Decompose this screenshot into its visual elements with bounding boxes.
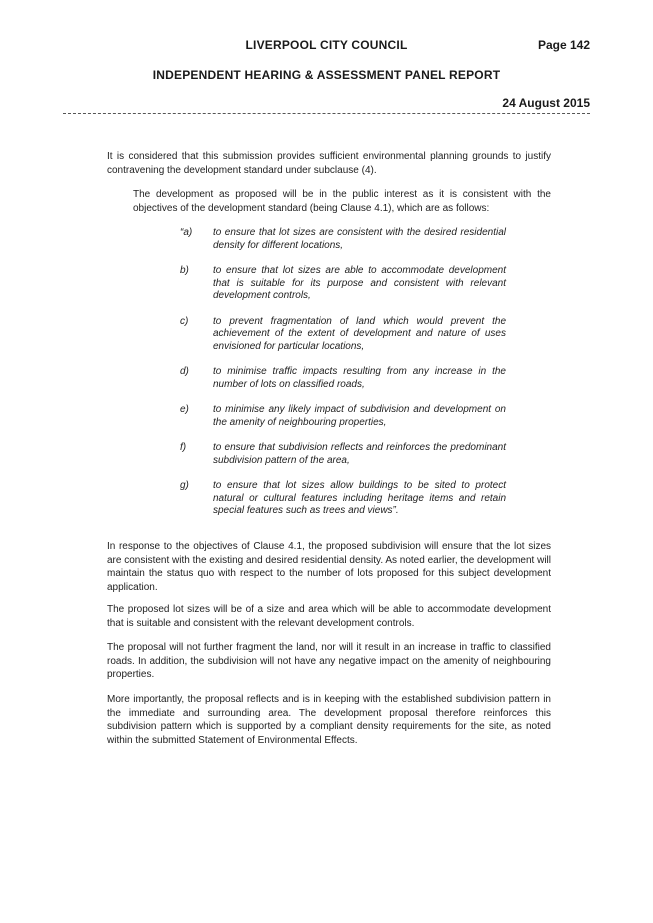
importantly-paragraph: More importantly, the proposal reflects and is in keeping with the established subdivision pattern in the immediate and surrounding area. The development proposal therefore reinforces this subdivision pattern which is supported by a compliant density requirements for the site, as noted within the submitted Statement of Environmental Effects. (107, 694, 551, 746)
objectives-list (180, 227, 506, 531)
header-divider (63, 113, 590, 114)
objective-text: to ensure that lot sizes allow buildings to be sited to protect natural or cultural features including heritage items and retain special features such as trees and views”. (213, 480, 506, 516)
intro-paragraph: It is considered that this submission provides sufficient environmental planning grounds to justify contravening the development standard under subclause (4). (107, 151, 551, 176)
lot-sizes-paragraph: The proposed lot sizes will be of a size and area which will be able to accommodate development that is suitable and consistent with the relevant development controls. (107, 604, 551, 629)
fragmentation-paragraph: The proposal will not further fragment the land, nor will it result in an increase in traffic to classified roads. In addition, the subdivision will not have any negative impact on the amenity of neighbouring properties. (107, 642, 551, 680)
objective-text: to ensure that lot sizes are consistent with the desired residential density for different locations, (213, 227, 506, 251)
objective-letter: g) (180, 480, 189, 491)
objective-text: to minimise any likely impact of subdivision and development on the amenity of neighbouring properties, (213, 404, 506, 428)
council-name: LIVERPOOL CITY COUNCIL (245, 38, 408, 52)
report-title: INDEPENDENT HEARING & ASSESSMENT PANEL REPORT (152, 68, 501, 82)
objective-letter: d) (180, 366, 189, 377)
page-number: Page 142 (537, 38, 590, 52)
objective-letter: “a) (180, 227, 193, 238)
objective-item-f (180, 442, 506, 467)
objective-item-g (180, 480, 506, 518)
report-date: 24 August 2015 (502, 96, 590, 110)
objective-item-e (180, 404, 506, 429)
objective-item-d (180, 366, 506, 391)
objective-text: to ensure that lot sizes are able to accommodate development that is suitable for its purpose and consistent with relevant development controls, (213, 265, 506, 301)
objective-letter: e) (180, 404, 189, 415)
objective-text: to minimise traffic impacts resulting from any increase in the number of lots on classified roads, (213, 366, 506, 390)
objective-text: to ensure that subdivision reflects and reinforces the predominant subdivision pattern of the area, (213, 442, 506, 466)
objective-item-b (180, 265, 506, 303)
objectives-lead-paragraph: The development as proposed will be in the public interest as it is consistent with the objectives of the development standard (being Clause 4.1), which are as follows: (133, 189, 551, 214)
objective-item-c (180, 316, 506, 354)
objective-item-a (180, 227, 506, 252)
objective-letter: b) (180, 265, 189, 276)
objective-letter: f) (180, 442, 187, 453)
response-paragraph: In response to the objectives of Clause 4.1, the proposed subdivision will ensure that the lot sizes are consistent with the existing and desired residential density. As noted earlier, the development will maintain the status quo with respect to the number of lots proposed for this subject development application. (107, 541, 551, 593)
objective-letter: c) (180, 315, 189, 327)
objective-text: to prevent fragmentation of land which would prevent the achievement of the extent of development and nature of uses envisioned for particular locations, (213, 315, 506, 352)
